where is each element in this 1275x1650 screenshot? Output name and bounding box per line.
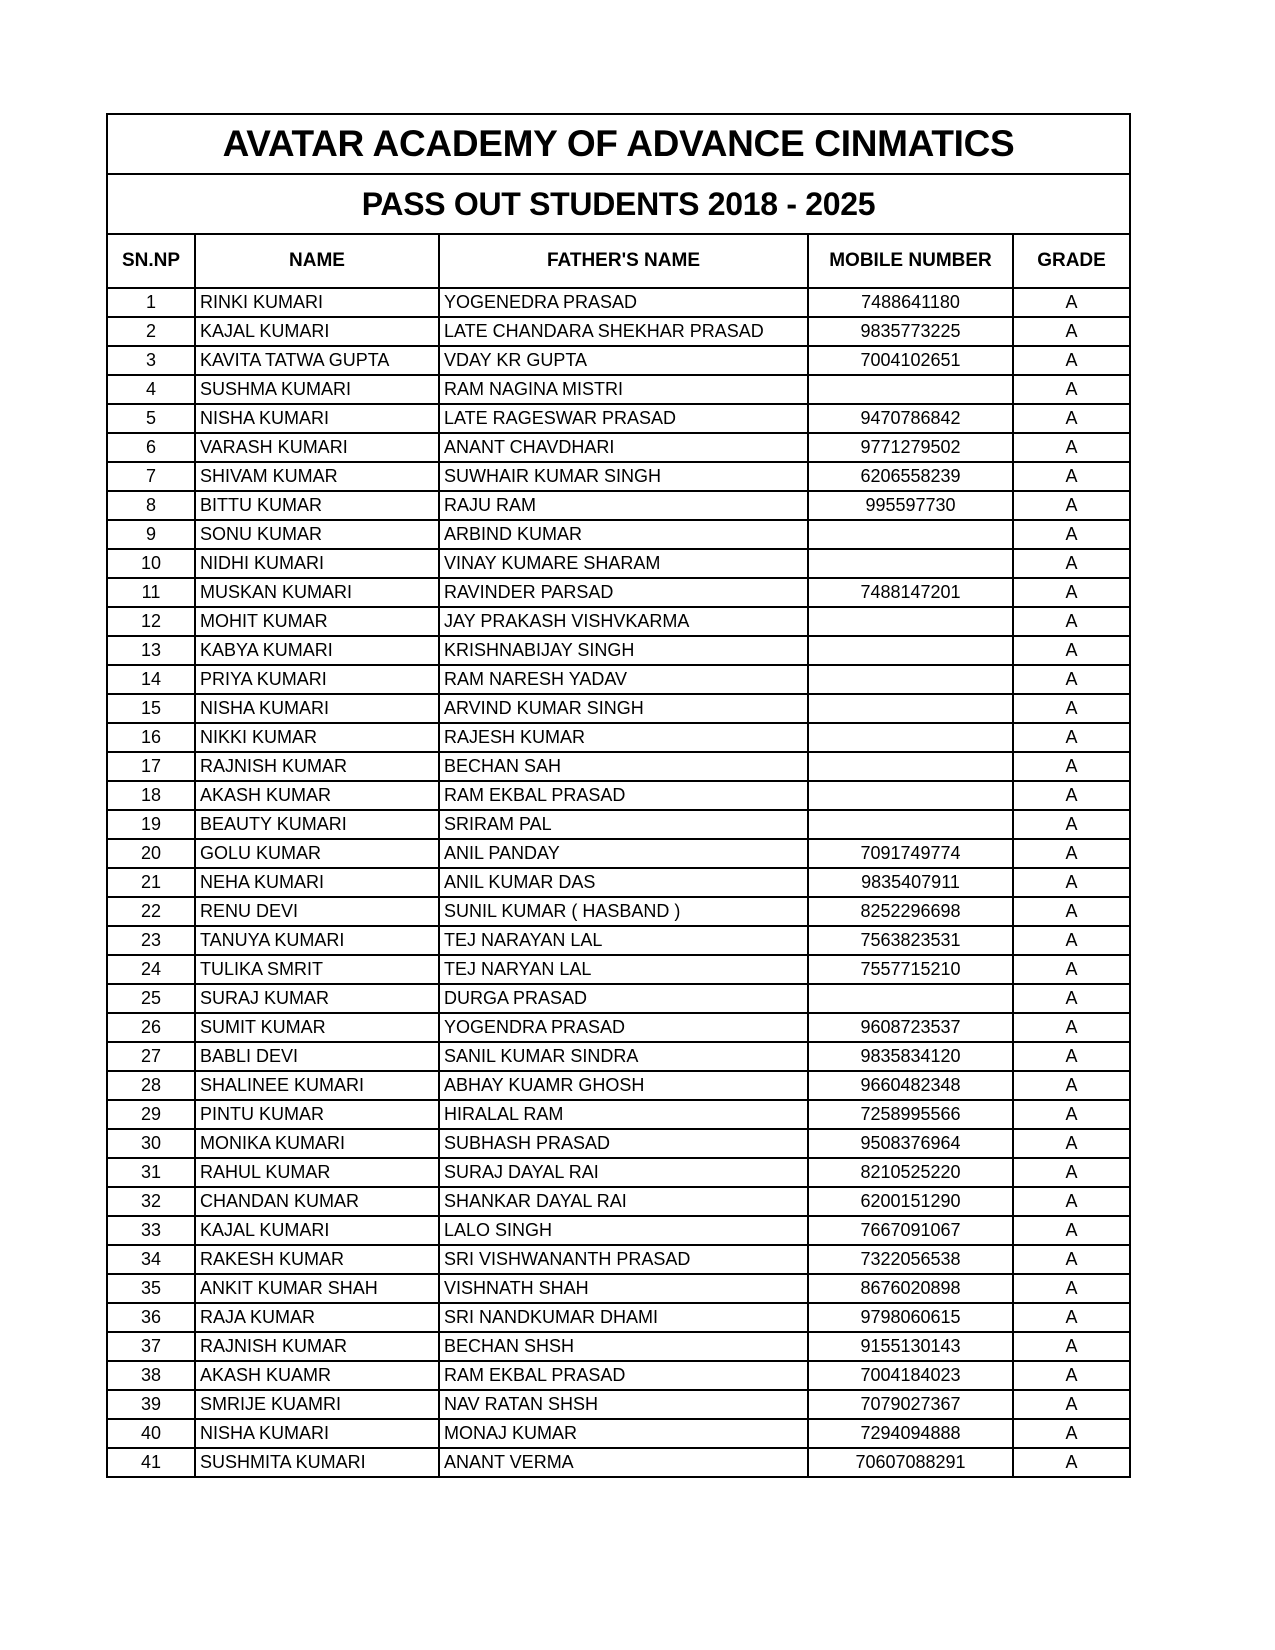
cell-grade: A xyxy=(1013,404,1130,433)
students-table xyxy=(106,113,1131,1478)
cell-name: RENU DEVI xyxy=(195,897,439,926)
cell-mobile-number: 7079027367 xyxy=(808,1390,1013,1419)
cell-sn: 30 xyxy=(107,1129,195,1158)
cell-grade: A xyxy=(1013,665,1130,694)
table-row xyxy=(107,1274,1130,1303)
cell-fathers-name: ANIL PANDAY xyxy=(439,839,808,868)
cell-mobile-number: 7258995566 xyxy=(808,1100,1013,1129)
cell-fathers-name: SUWHAIR KUMAR SINGH xyxy=(439,462,808,491)
document-title: AVATAR ACADEMY OF ADVANCE CINMATICS xyxy=(107,114,1130,174)
header-row xyxy=(107,234,1130,288)
cell-fathers-name: ARBIND KUMAR xyxy=(439,520,808,549)
cell-sn: 14 xyxy=(107,665,195,694)
cell-sn: 40 xyxy=(107,1419,195,1448)
cell-name: RAJNISH KUMAR xyxy=(195,752,439,781)
cell-mobile-number: 8252296698 xyxy=(808,897,1013,926)
cell-fathers-name: SUNIL KUMAR ( HASBAND ) xyxy=(439,897,808,926)
cell-grade: A xyxy=(1013,1100,1130,1129)
cell-sn: 13 xyxy=(107,636,195,665)
cell-fathers-name: BECHAN SHSH xyxy=(439,1332,808,1361)
cell-name: SUMIT KUMAR xyxy=(195,1013,439,1042)
cell-fathers-name: RAM NAGINA MISTRI xyxy=(439,375,808,404)
header-grade: GRADE xyxy=(1013,234,1130,288)
cell-grade: A xyxy=(1013,897,1130,926)
cell-mobile-number: 9470786842 xyxy=(808,404,1013,433)
table-row xyxy=(107,462,1130,491)
cell-grade: A xyxy=(1013,520,1130,549)
cell-mobile-number: 8210525220 xyxy=(808,1158,1013,1187)
table-row xyxy=(107,317,1130,346)
cell-name: RAJNISH KUMAR xyxy=(195,1332,439,1361)
cell-fathers-name: RAJESH KUMAR xyxy=(439,723,808,752)
table-row xyxy=(107,723,1130,752)
cell-mobile-number: 6206558239 xyxy=(808,462,1013,491)
cell-grade: A xyxy=(1013,868,1130,897)
cell-name: NEHA KUMARI xyxy=(195,868,439,897)
cell-grade: A xyxy=(1013,1042,1130,1071)
cell-grade: A xyxy=(1013,1419,1130,1448)
table-row xyxy=(107,1042,1130,1071)
cell-grade: A xyxy=(1013,781,1130,810)
cell-sn: 31 xyxy=(107,1158,195,1187)
cell-grade: A xyxy=(1013,1332,1130,1361)
cell-name: KAVITA TATWA GUPTA xyxy=(195,346,439,375)
table-row xyxy=(107,491,1130,520)
cell-grade: A xyxy=(1013,346,1130,375)
cell-fathers-name: SRIRAM PAL xyxy=(439,810,808,839)
cell-fathers-name: ANANT VERMA xyxy=(439,1448,808,1477)
cell-mobile-number: 7004184023 xyxy=(808,1361,1013,1390)
cell-mobile-number xyxy=(808,752,1013,781)
cell-sn: 5 xyxy=(107,404,195,433)
table-row xyxy=(107,1187,1130,1216)
table-row xyxy=(107,1390,1130,1419)
cell-fathers-name: ABHAY KUAMR GHOSH xyxy=(439,1071,808,1100)
cell-fathers-name: SHANKAR DAYAL RAI xyxy=(439,1187,808,1216)
cell-grade: A xyxy=(1013,1129,1130,1158)
cell-mobile-number: 9835834120 xyxy=(808,1042,1013,1071)
cell-mobile-number xyxy=(808,781,1013,810)
cell-sn: 20 xyxy=(107,839,195,868)
cell-grade: A xyxy=(1013,1361,1130,1390)
table-row xyxy=(107,897,1130,926)
cell-sn: 36 xyxy=(107,1303,195,1332)
cell-mobile-number: 995597730 xyxy=(808,491,1013,520)
cell-fathers-name: VDAY KR GUPTA xyxy=(439,346,808,375)
cell-name: KAJAL KUMARI xyxy=(195,317,439,346)
cell-sn: 37 xyxy=(107,1332,195,1361)
cell-mobile-number: 8676020898 xyxy=(808,1274,1013,1303)
cell-grade: A xyxy=(1013,491,1130,520)
cell-name: CHANDAN KUMAR xyxy=(195,1187,439,1216)
document-subtitle: PASS OUT STUDENTS 2018 - 2025 xyxy=(107,174,1130,234)
cell-fathers-name: HIRALAL RAM xyxy=(439,1100,808,1129)
cell-name: NISHA KUMARI xyxy=(195,404,439,433)
cell-mobile-number: 7004102651 xyxy=(808,346,1013,375)
cell-sn: 9 xyxy=(107,520,195,549)
cell-fathers-name: RAJU RAM xyxy=(439,491,808,520)
cell-sn: 24 xyxy=(107,955,195,984)
cell-name: AKASH KUMAR xyxy=(195,781,439,810)
cell-grade: A xyxy=(1013,1013,1130,1042)
cell-fathers-name: ARVIND KUMAR SINGH xyxy=(439,694,808,723)
table-row xyxy=(107,433,1130,462)
table-row xyxy=(107,1158,1130,1187)
cell-fathers-name: RAM EKBAL PRASAD xyxy=(439,781,808,810)
cell-fathers-name: RAVINDER PARSAD xyxy=(439,578,808,607)
table-row xyxy=(107,955,1130,984)
cell-fathers-name: YOGENDRA PRASAD xyxy=(439,1013,808,1042)
table-row xyxy=(107,810,1130,839)
cell-mobile-number: 7667091067 xyxy=(808,1216,1013,1245)
cell-name: MONIKA KUMARI xyxy=(195,1129,439,1158)
cell-fathers-name: VINAY KUMARE SHARAM xyxy=(439,549,808,578)
cell-mobile-number: 7322056538 xyxy=(808,1245,1013,1274)
table-row xyxy=(107,549,1130,578)
cell-mobile-number: 9798060615 xyxy=(808,1303,1013,1332)
cell-mobile-number: 9771279502 xyxy=(808,433,1013,462)
cell-sn: 1 xyxy=(107,288,195,317)
cell-mobile-number: 7091749774 xyxy=(808,839,1013,868)
table-row xyxy=(107,520,1130,549)
cell-name: TULIKA SMRIT xyxy=(195,955,439,984)
cell-mobile-number: 7488641180 xyxy=(808,288,1013,317)
cell-mobile-number: 9835773225 xyxy=(808,317,1013,346)
cell-fathers-name: YOGENEDRA PRASAD xyxy=(439,288,808,317)
table-row xyxy=(107,1419,1130,1448)
cell-grade: A xyxy=(1013,810,1130,839)
cell-grade: A xyxy=(1013,1216,1130,1245)
cell-mobile-number xyxy=(808,810,1013,839)
cell-name: SONU KUMAR xyxy=(195,520,439,549)
cell-sn: 3 xyxy=(107,346,195,375)
table-body xyxy=(107,288,1130,1477)
cell-grade: A xyxy=(1013,578,1130,607)
cell-name: SUSHMA KUMARI xyxy=(195,375,439,404)
cell-mobile-number: 7294094888 xyxy=(808,1419,1013,1448)
cell-sn: 27 xyxy=(107,1042,195,1071)
cell-sn: 6 xyxy=(107,433,195,462)
table-row xyxy=(107,694,1130,723)
cell-fathers-name: NAV RATAN SHSH xyxy=(439,1390,808,1419)
table-row xyxy=(107,781,1130,810)
cell-sn: 23 xyxy=(107,926,195,955)
table-row xyxy=(107,375,1130,404)
cell-fathers-name: SURAJ DAYAL RAI xyxy=(439,1158,808,1187)
cell-grade: A xyxy=(1013,607,1130,636)
cell-grade: A xyxy=(1013,694,1130,723)
cell-fathers-name: RAM NARESH YADAV xyxy=(439,665,808,694)
cell-fathers-name: ANIL KUMAR DAS xyxy=(439,868,808,897)
cell-mobile-number: 6200151290 xyxy=(808,1187,1013,1216)
table-row xyxy=(107,404,1130,433)
cell-name: GOLU KUMAR xyxy=(195,839,439,868)
cell-fathers-name: BECHAN SAH xyxy=(439,752,808,781)
cell-sn: 41 xyxy=(107,1448,195,1477)
cell-fathers-name: SRI VISHWANANTH PRASAD xyxy=(439,1245,808,1274)
cell-mobile-number: 9508376964 xyxy=(808,1129,1013,1158)
cell-fathers-name: VISHNATH SHAH xyxy=(439,1274,808,1303)
cell-sn: 22 xyxy=(107,897,195,926)
cell-name: SHIVAM KUMAR xyxy=(195,462,439,491)
cell-grade: A xyxy=(1013,1448,1130,1477)
cell-sn: 17 xyxy=(107,752,195,781)
table-row xyxy=(107,984,1130,1013)
cell-mobile-number: 9608723537 xyxy=(808,1013,1013,1042)
cell-fathers-name: DURGA PRASAD xyxy=(439,984,808,1013)
table-row xyxy=(107,288,1130,317)
cell-mobile-number: 9155130143 xyxy=(808,1332,1013,1361)
cell-name: NISHA KUMARI xyxy=(195,1419,439,1448)
table-row xyxy=(107,752,1130,781)
cell-sn: 26 xyxy=(107,1013,195,1042)
cell-fathers-name: SUBHASH PRASAD xyxy=(439,1129,808,1158)
cell-sn: 28 xyxy=(107,1071,195,1100)
cell-grade: A xyxy=(1013,636,1130,665)
cell-sn: 39 xyxy=(107,1390,195,1419)
cell-name: SMRIJE KUAMRI xyxy=(195,1390,439,1419)
table-row xyxy=(107,1245,1130,1274)
cell-fathers-name: LATE RAGESWAR PRASAD xyxy=(439,404,808,433)
cell-grade: A xyxy=(1013,433,1130,462)
cell-sn: 16 xyxy=(107,723,195,752)
cell-grade: A xyxy=(1013,288,1130,317)
cell-grade: A xyxy=(1013,839,1130,868)
cell-sn: 34 xyxy=(107,1245,195,1274)
cell-fathers-name: RAM EKBAL PRASAD xyxy=(439,1361,808,1390)
cell-sn: 10 xyxy=(107,549,195,578)
cell-name: BEAUTY KUMARI xyxy=(195,810,439,839)
cell-sn: 35 xyxy=(107,1274,195,1303)
cell-sn: 2 xyxy=(107,317,195,346)
table-row xyxy=(107,1071,1130,1100)
header-mobile-number: MOBILE NUMBER xyxy=(808,234,1013,288)
cell-mobile-number: 9835407911 xyxy=(808,868,1013,897)
cell-sn: 29 xyxy=(107,1100,195,1129)
cell-grade: A xyxy=(1013,1158,1130,1187)
cell-fathers-name: JAY PRAKASH VISHVKARMA xyxy=(439,607,808,636)
cell-name: MUSKAN KUMARI xyxy=(195,578,439,607)
table-row xyxy=(107,926,1130,955)
cell-mobile-number: 70607088291 xyxy=(808,1448,1013,1477)
cell-fathers-name: TEJ NARYAN LAL xyxy=(439,955,808,984)
cell-mobile-number xyxy=(808,607,1013,636)
title-row xyxy=(107,114,1130,174)
cell-mobile-number xyxy=(808,665,1013,694)
cell-grade: A xyxy=(1013,1071,1130,1100)
cell-name: KABYA KUMARI xyxy=(195,636,439,665)
cell-sn: 32 xyxy=(107,1187,195,1216)
cell-name: VARASH KUMARI xyxy=(195,433,439,462)
cell-grade: A xyxy=(1013,1245,1130,1274)
cell-mobile-number xyxy=(808,549,1013,578)
cell-name: ANKIT KUMAR SHAH xyxy=(195,1274,439,1303)
table-row xyxy=(107,839,1130,868)
cell-fathers-name: SANIL KUMAR SINDRA xyxy=(439,1042,808,1071)
cell-grade: A xyxy=(1013,317,1130,346)
cell-name: NIDHI KUMARI xyxy=(195,549,439,578)
table-row xyxy=(107,868,1130,897)
cell-name: RINKI KUMARI xyxy=(195,288,439,317)
cell-fathers-name: LATE CHANDARA SHEKHAR PRASAD xyxy=(439,317,808,346)
header-fathers-name: FATHER'S NAME xyxy=(439,234,808,288)
cell-name: AKASH KUAMR xyxy=(195,1361,439,1390)
cell-fathers-name: MONAJ KUMAR xyxy=(439,1419,808,1448)
cell-mobile-number xyxy=(808,984,1013,1013)
cell-grade: A xyxy=(1013,549,1130,578)
cell-name: PRIYA KUMARI xyxy=(195,665,439,694)
table-row xyxy=(107,1303,1130,1332)
cell-sn: 11 xyxy=(107,578,195,607)
table-row xyxy=(107,1332,1130,1361)
cell-name: BITTU KUMAR xyxy=(195,491,439,520)
cell-name: SHALINEE KUMARI xyxy=(195,1071,439,1100)
cell-name: SURAJ KUMAR xyxy=(195,984,439,1013)
cell-name: NISHA KUMARI xyxy=(195,694,439,723)
cell-mobile-number: 9660482348 xyxy=(808,1071,1013,1100)
cell-grade: A xyxy=(1013,955,1130,984)
cell-name: BABLI DEVI xyxy=(195,1042,439,1071)
cell-sn: 4 xyxy=(107,375,195,404)
cell-sn: 21 xyxy=(107,868,195,897)
table-row xyxy=(107,1448,1130,1477)
table-row xyxy=(107,636,1130,665)
subtitle-row xyxy=(107,174,1130,234)
cell-name: TANUYA KUMARI xyxy=(195,926,439,955)
table-row xyxy=(107,1216,1130,1245)
cell-sn: 7 xyxy=(107,462,195,491)
cell-grade: A xyxy=(1013,723,1130,752)
cell-sn: 38 xyxy=(107,1361,195,1390)
cell-fathers-name: KRISHNABIJAY SINGH xyxy=(439,636,808,665)
cell-name: SUSHMITA KUMARI xyxy=(195,1448,439,1477)
cell-name: PINTU KUMAR xyxy=(195,1100,439,1129)
cell-fathers-name: TEJ NARAYAN LAL xyxy=(439,926,808,955)
cell-grade: A xyxy=(1013,1274,1130,1303)
cell-name: MOHIT KUMAR xyxy=(195,607,439,636)
cell-name: KAJAL KUMARI xyxy=(195,1216,439,1245)
table-row xyxy=(107,1013,1130,1042)
cell-grade: A xyxy=(1013,1303,1130,1332)
cell-grade: A xyxy=(1013,926,1130,955)
cell-mobile-number: 7488147201 xyxy=(808,578,1013,607)
cell-sn: 12 xyxy=(107,607,195,636)
header-sn: SN.NP xyxy=(107,234,195,288)
cell-name: RAKESH KUMAR xyxy=(195,1245,439,1274)
header-name: NAME xyxy=(195,234,439,288)
cell-sn: 8 xyxy=(107,491,195,520)
cell-sn: 15 xyxy=(107,694,195,723)
cell-name: RAJA KUMAR xyxy=(195,1303,439,1332)
cell-name: RAHUL KUMAR xyxy=(195,1158,439,1187)
cell-mobile-number xyxy=(808,520,1013,549)
cell-grade: A xyxy=(1013,752,1130,781)
cell-fathers-name: SRI NANDKUMAR DHAMI xyxy=(439,1303,808,1332)
table-row xyxy=(107,607,1130,636)
cell-mobile-number: 7557715210 xyxy=(808,955,1013,984)
cell-fathers-name: ANANT CHAVDHARI xyxy=(439,433,808,462)
cell-grade: A xyxy=(1013,1187,1130,1216)
cell-fathers-name: LALO SINGH xyxy=(439,1216,808,1245)
cell-sn: 19 xyxy=(107,810,195,839)
cell-sn: 25 xyxy=(107,984,195,1013)
cell-mobile-number xyxy=(808,723,1013,752)
cell-grade: A xyxy=(1013,984,1130,1013)
cell-grade: A xyxy=(1013,462,1130,491)
cell-grade: A xyxy=(1013,1390,1130,1419)
table-row xyxy=(107,346,1130,375)
table-row xyxy=(107,665,1130,694)
cell-mobile-number xyxy=(808,694,1013,723)
table-row xyxy=(107,1100,1130,1129)
table-row xyxy=(107,578,1130,607)
cell-mobile-number xyxy=(808,375,1013,404)
cell-sn: 33 xyxy=(107,1216,195,1245)
cell-sn: 18 xyxy=(107,781,195,810)
cell-mobile-number xyxy=(808,636,1013,665)
table-row xyxy=(107,1361,1130,1390)
cell-grade: A xyxy=(1013,375,1130,404)
cell-name: NIKKI KUMAR xyxy=(195,723,439,752)
table-row xyxy=(107,1129,1130,1158)
cell-mobile-number: 7563823531 xyxy=(808,926,1013,955)
